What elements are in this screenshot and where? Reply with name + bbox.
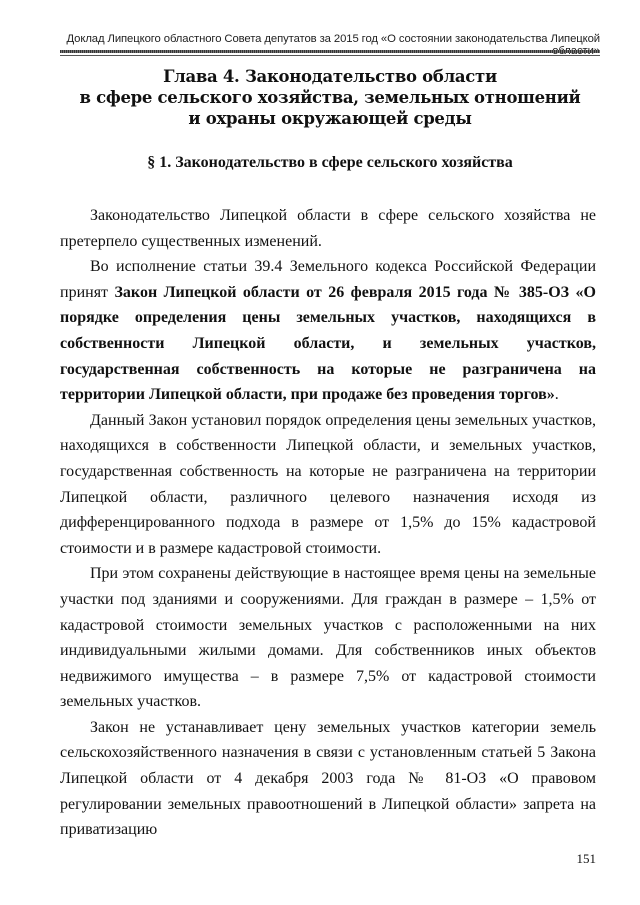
- paragraph-2-intro: Во исполнение статьи 39.4 Земельного кодекса Российской Федерации принят: [60, 258, 596, 301]
- header-rule-thin: [60, 55, 600, 56]
- chapter-title-line-2: в сфере сельского хозяйства, земельных отношений: [79, 88, 581, 107]
- paragraph-4: При этом сохранены действующие в настоящее время цены на земельные участки под зданиями и сооружениями. Для граждан в размере – 1,5% от кадастровой стоимости земельных участков с расположенными на них индивидуальными жилыми домами. Для собственников иных объектов недвижимого имущества – в размере 7,5% от кадастровой стоимости земельных участков.: [60, 565, 596, 711]
- running-header: Доклад Липецкого областного Совета депутатов за 2015 год «О состоянии законодательства Липецкой: [66, 33, 600, 45]
- chapter-title-line-3: и охраны окружающей среды: [188, 109, 472, 128]
- page-number: 151: [576, 851, 596, 866]
- paragraph-2-end: .: [554, 386, 559, 404]
- paragraph-5: Закон не устанавливает цену земельных участков категории земель сельскохозяйственного назначения в связи с установленным статьей 5 Закона Липецкой области от 4 декабря 2003 года № 81-ОЗ «О правовом регулировании земельных правоотношений в Липецкой области» запрета на приватизацию: [60, 718, 596, 839]
- body-text: [60, 203, 596, 843]
- paragraph-2: [60, 254, 596, 408]
- section-title: § 1. Законодательство в сфере сельского хозяйства: [147, 154, 513, 171]
- chapter-title: [60, 66, 600, 129]
- law-title-bold: Закон Липецкой области от 26 февраля 2015 года № 385-ОЗ «О порядке определения цены земельных участков, находящихся в собственности Липецкой области, и земельных участков, государственная собственность на которые не разграничена на территории Липецкой области, при продаже без проведения торгов»: [60, 283, 596, 404]
- header-rule: [60, 50, 600, 53]
- paragraph-3: Данный Закон установил порядок определения цены земельных участков, находящихся в собственности Липецкой области, и земельных участков, государственная собственность на которые не разграничена на территории Липецкой области, различного целевого назначения исходя из дифференцированного подхода в размере от 1,5% до 15% кадастровой стоимости и в размере кадастровой стоимости.: [60, 411, 596, 557]
- chapter-title-line-1: Глава 4. Законодательство области: [163, 67, 497, 86]
- paragraph-1: Законодательство Липецкой области в сфере сельского хозяйства не претерпело существенных изменений.: [60, 207, 596, 250]
